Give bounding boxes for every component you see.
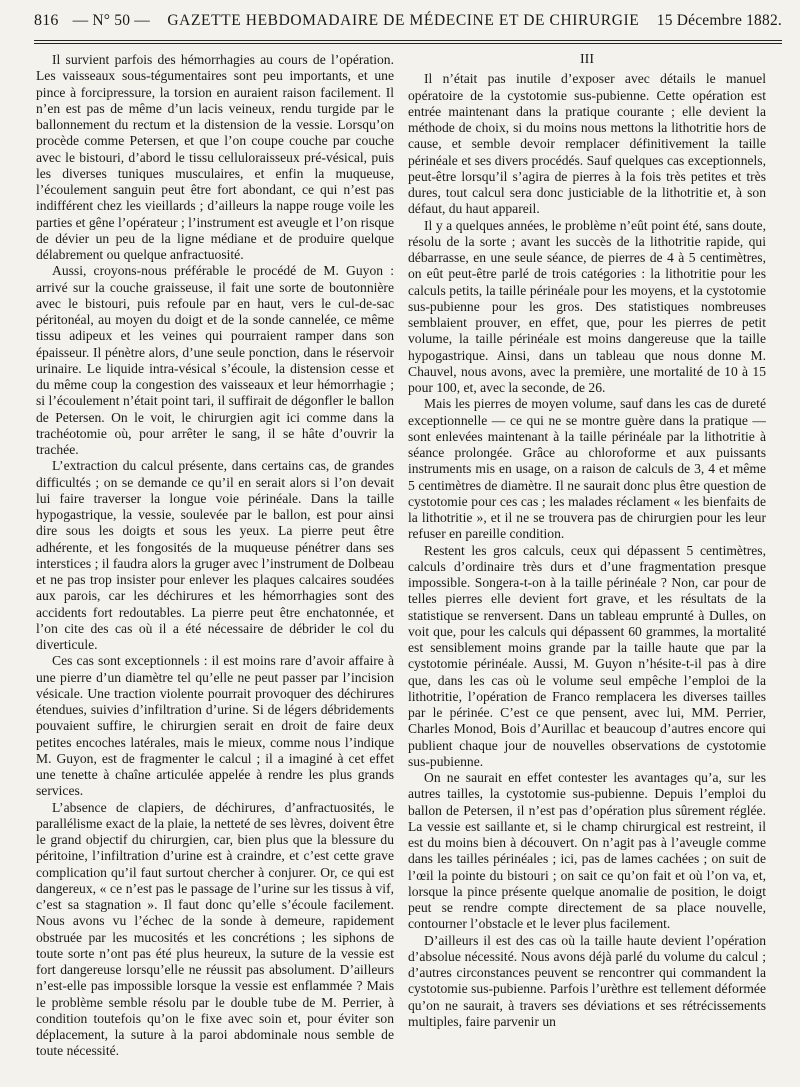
journal-title: GAZETTE HEBDOMADAIRE DE MÉDECINE ET DE CHIRURGIE — [167, 12, 640, 29]
paragraph: Mais les pierres de moyen volume, sauf dans les cas de dureté exceptionnelle — ce qui ne se montre guère dans la pratique — sont enlevées maintenant à la taille périnéale par la lithotritie à séance prolongée. Grâce au chloroforme et aux puissants instruments mis en usage, on a raison de calculs de 3, 4 et même 5 centimètres de diamètre. Il ne saurait donc plus être question de cystotomie pour ces cas ; les malades réclament « les bienfaits de la lithotritie », et il ne se trouvera pas de chirurgien pour les leur refuser en pareille condition. — [408, 396, 766, 542]
paragraph: D’ailleurs il est des cas où la taille haute devient l’opération d’absolue nécessité. Nous avons déjà parlé du volume du calcul ; d’autres circonstances peuvent se rencontrer qui commandent la cystotomie sus-pubienne. Parfois l’urèthre est tellement déformée qu’on ne saurait, à travers ses déviations et ses rétrécissements multiples, faire parvenir un — [408, 932, 766, 1029]
paragraph: Ces cas sont exceptionnels : il est moins rare d’avoir affaire à une pierre d’un diamètre tel qu’elle ne peut passer par l’incision vésicale. Une traction violente pourrait provoquer des déchirures étendues, suivies d’infiltration d’urine. Si de légers débridements pouvaient suffire, le chirurgien serait en droit de faire deux petites encoches latérales, mais le mieux, comme nous l’indique M. Guyon, est de fragmenter le calcul ; il a imaginé à cet effet une tenette à chaîne articulée appelée à rendre les plus grands services. — [36, 653, 394, 799]
running-header — [34, 12, 782, 38]
paragraph: Il survient parfois des hémorrhagies au cours de l’opération. Les vaisseaux sous-tégumentaires sont peu importants, et une pince à forcipressure, la torsion en auraient raison facilement. Il n’en est pas de même d’un lacis veineux, rendu turgide par le ballonnement du rectum et la distension de la vessie. Lorsqu’on procède comme Petersen, et que l’on coupe couche par couche avec le bistouri, d’abord le tissu celluloraisseux pré-vésical, puis les diverses tuniques musculaires, et enfin la muqueuse, l’écoulement sanguin peut être fort abondant, ce qui n’est pas indifférent chez les vieillards ; d’ailleurs la nappe rouge voile les parties et gêne l’opérateur ; l’instrument est aveugle et l’on risque de dévier un peu de la ligne médiane et de produire quelque délabrement ou quelque anfractuosité. — [36, 52, 394, 262]
paragraph: Il n’était pas inutile d’exposer avec détails le manuel opératoire de la cystotomie sus-pubienne. Cette opération est entrée maintenant dans la pratique courante ; elle devient la méthode de choix, si du moins nous mettons la lithotritie hors de cause, et semble devoir remplacer définitivement la taille périnéale et ses divers procédés. Sauf quelques cas exceptionnels, peut-être lorsqu’il s’agira de pierres à la fois très petites et très dures, tout calcul sera donc justiciable de la lithotritie et, à son défaut, du haut appareil. — [408, 71, 766, 217]
paragraph: On ne saurait en effet contester les avantages qu’a, sur les autres tailles, la cystotomie sus-pubienne. Depuis l’emploi du ballon de Petersen, il n’est pas d’opération plus sûrement réglée. La vessie est saillante et, si le champ chirurgical est restreint, il est du moins bien à découvert. On n’agit pas à l’aveugle comme dans les tailles périnéales ; ici, pas de lames cachées ; on suit de l’œil la pointe du bistouri ; on sait ce qu’on fait et où l’on va, et, lorsque la pince présente quelque anomalie de position, le doigt peut se rendre compte directement de sa place nouvelle, contourner l’obstacle et le lever plus facilement. — [408, 770, 766, 932]
issue-date: 15 Décembre 1882. — [656, 12, 782, 29]
paragraph: L’absence de clapiers, de déchirures, d’anfractuosités, le parallélisme exact de la plaie, la netteté de ses lèvres, doivent être le grand objectif du chirurgien, car, bien plus que la blessure du péritoine, l’infiltration d’urine est à craindre, et c’est cette grave complication qu’il faut surtout chercher à conjurer. Or, ce qui est dangereux, « ce n’est pas le passage de l’urine sur les tissus à vif, c’est sa stagnation ». Il faut donc qu’elle s’écoule facilement. Nous avons vu l’échec de la sonde à demeure, rapidement obstruée par les mucosités et les concrétions ; les siphons de toute sorte n’ont pas été plus heureux, la suture de la vessie est fort dangereuse lorsqu’elle ne réussit pas absolument. D’ailleurs n’est-elle pas impossible lorsque la vessie est enflammée ? Mais le problème semble résolu par le double tube de M. Perrier, à condition toutefois qu’on le fixe avec soin et, pour éviter son déplacement, la suture à la paroi abdominale nous semble de toute nécessité. — [36, 799, 394, 1059]
section-number: III — [580, 52, 594, 67]
paragraph: Il y a quelques années, le problème n’eût point été, sans doute, résolu de la sorte ; avant les succès de la lithotritie rapide, qui débarrasse, en une seule séance, de pierres de 4 à 5 centimètres, on eût peut-être parlé de trois catégories : la lithotritie pour les calculs petits, la taille périnéale pour les moyens, et la cystotomie sus-pubienne pour les gros. Des statistiques nombreuses semblaient prouver, en effet, que, pour les pierres de petit volume, la taille périnéale est moins dangereuse que la taille hypogastrique. Ainsi, dans un tableau que nous donne M. Chauvel, nous avons, avec la première, une mortalité de 10 à 15 pour 100, et, avec la seconde, de 26. — [408, 217, 766, 395]
page-number: 816 — [34, 12, 59, 29]
right-column — [408, 52, 766, 1074]
issue-number: — N° 50 — — [72, 12, 150, 29]
header-rule-thin — [34, 43, 782, 44]
paragraph: L’extraction du calcul présente, dans certains cas, de grandes difficultés ; on se demande ce qu’il en serait alors si l’on devait lui faire traverser la longue voie périnéale. Dans la taille hypogastrique, la vessie, soulevée par le ballon, est pour ainsi dire sous les doigts et sous les yeux. La pierre peut être adhérente, et les fongosités de la muqueuse pénétrer dans ses interstices ; il faudra alors la gruger avec l’instrument de Dolbeau et ne pas trop insister pour enlever les plaques calcaires soudées aux parois, car les déchirures et les hémorrhagies sont des accidents fort redoutables. La pierre peut être enchatonnée, et l’on cite des cas où il a été nécessaire de débrider le col du diverticule. — [36, 458, 394, 652]
left-column — [36, 52, 394, 1074]
header-rule-thick — [34, 40, 782, 41]
paragraph: Aussi, croyons-nous préférable le procédé de M. Guyon : arrivé sur la couche graisseuse, il fait une sorte de boutonnière avec le bistouri, puis refoule par en haut, vers le cul-de-sac péritonéal, au moyen du doigt et de la sonde cannelée, ce même tissu adipeux et les veines qui pourraient ramper dans son épaisseur. Il pénètre alors, d’une seule ponction, dans le réservoir urinaire. Le liquide intra-vésical s’écoule, la distension cesse et du même coup la congestion des vaisseaux et leur hémorrhagie ; si l’écoulement n’était point tari, il suffirait de dégonfler le ballon de Petersen. On le voit, le chirurgien agit ici comme dans la trachéotomie où, pour arrêter le sang, il se hâte d’ouvrir la trachée. — [36, 263, 394, 457]
paragraph: Restent les gros calculs, ceux qui dépassent 5 centimètres, calculs d’ordinaire très durs et d’une fragmentation presque impossible. Songera-t-on à la taille périnéale ? Non, car pour de telles pierres elle devient fort grave, et les résultats de la statistique se renversent. Dans un tableau emprunté à Dulles, on voit que, pour les calculs qui dépassent 60 grammes, la mortalité est sensiblement moins grande par la taille haute que par la cystotomie périnéale. Aussi, M. Guyon n’hésite-t-il pas à dire que, dans les cas où le volume seul empêche l’emploi de la lithotritie, l’opération de Franco remplacera les diverses tailles par le périnée. C’est ce que pensent, avec lui, MM. Perrier, Charles Monod, Bois d’Aurillac et beaucoup d’autres encore qui publient chaque jour de nouvelles observations de cystotomie sus-pubienne. — [408, 542, 766, 769]
